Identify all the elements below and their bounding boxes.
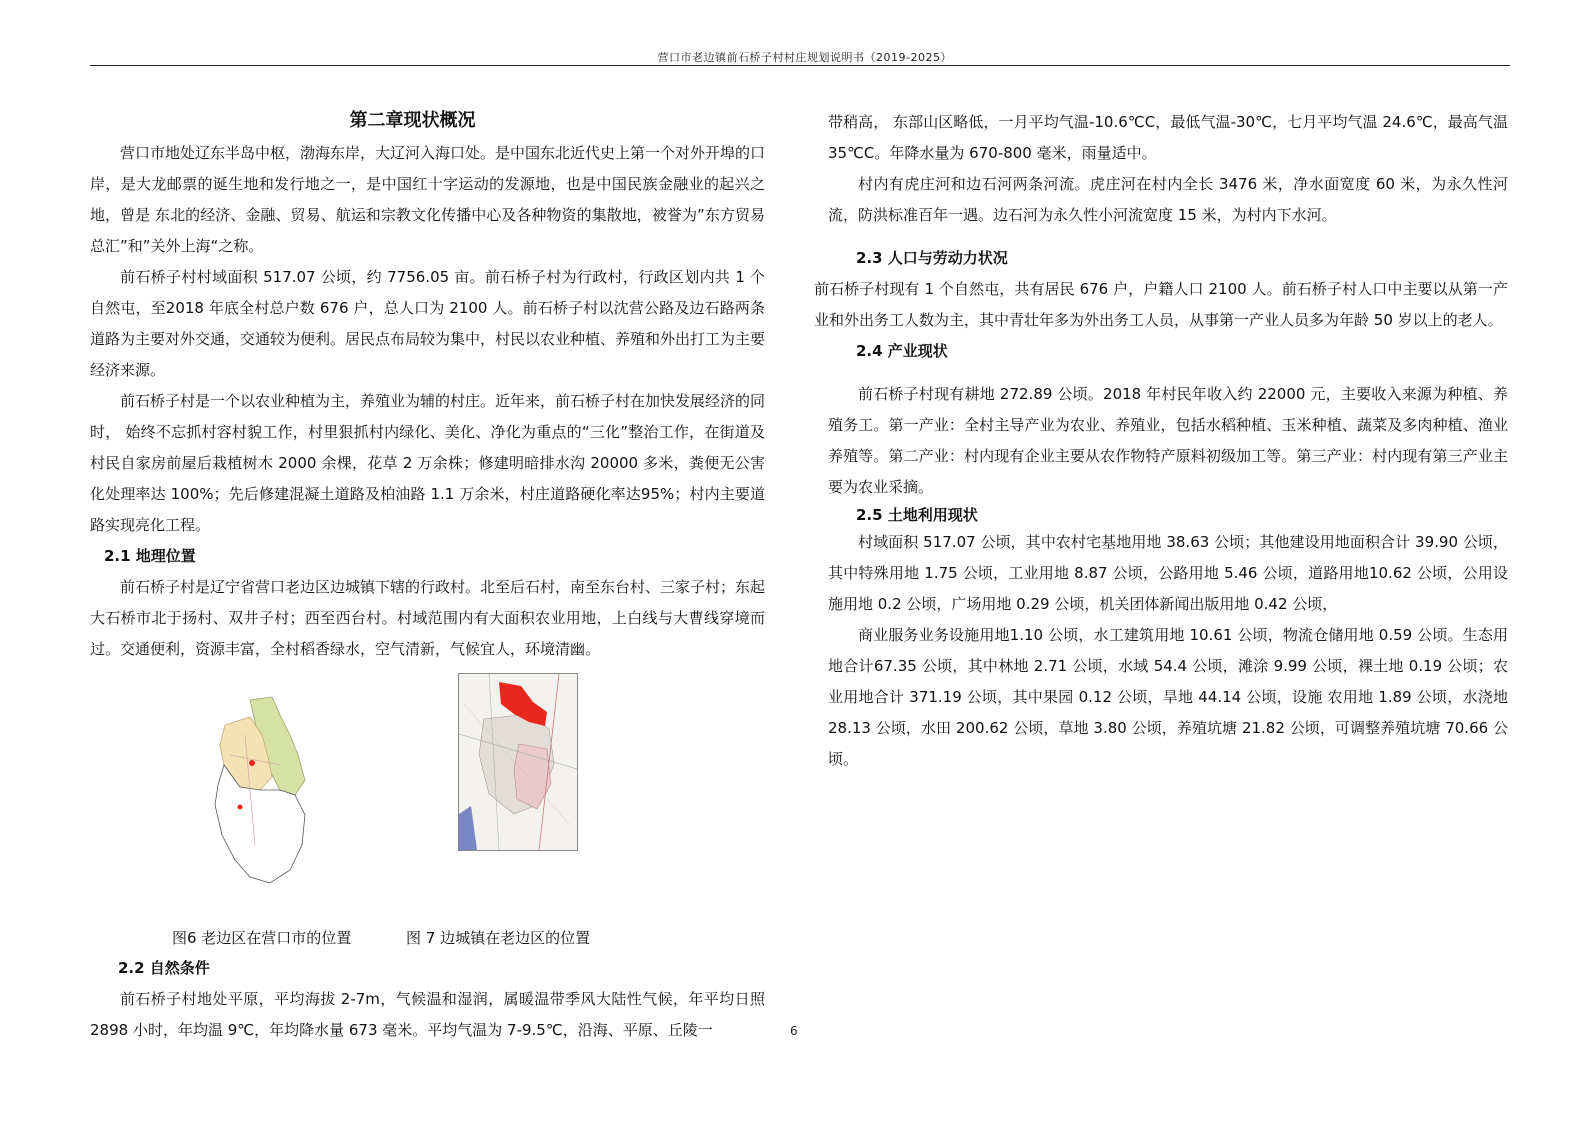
header-title: 营口市老边镇前石桥子村村庄规划说明书（2019-2025） xyxy=(657,51,952,64)
section-2-1-paragraph: 前石桥子村是辽宁省营口老边区边城镇下辖的行政村。北至后石村，南至东台村、三家子村；东起大石桥市北于扬村、双井子村；西至西台村。村域范围内有大面积农业用地，上白线与大曹线穿境而过。交通便利，资源丰富，全村稻香绿水，空气清新，气候宜人，环境清幽。 xyxy=(90,578,766,658)
section-2-2-paragraph: 前石桥子村地处平原，平均海拔 2-7m，气候温和湿润，属暖温带季风大陆性气候，年平均日照2898 小时，年均温 9℃，年均降水量 673 毫米。平均气温为 7-9.5℃，沿海、平原、丘陵一 xyxy=(90,990,765,1039)
intro-paragraph-1: 营口市地处辽东半岛中枢，渤海东岸，大辽河入海口处。是中国东北近代史上第一个对外开埠的口岸，是大龙邮票的诞生地和发行地之一，是中国红十字运动的发源地，也是中国民族金融业的起兴之地，曾是 东北的经济、金融、贸易、航运和宗教文化传播中心及各种物资的集散地，被誉为”东方贸易总汇”和”关外上海“之称。 xyxy=(90,144,766,255)
section-2-5-paragraph-2: 商业服务业务设施用地1.10 公顷，水工建筑用地 10.61 公顷，物流仓储用地 0.59 公顷。生态用地合计67.35 公顷，其中林地 2.71 公顷，水域 54.4 公顷，滩涂 9.99 公顷，裸土地 0.19 公顷；农业用地合计 371.19 公顷，其中果园 0.12 公顷，旱地 44.14 公顷，设施 农用地 1.89 公顷，水浇地 28.13 公顷，水田 200.62 公顷，草地 3.80 公顷，养殖坑塘 21.82 公顷，可调整养殖坑塘 70.66 公顷。 xyxy=(828,626,1508,768)
figure-captions xyxy=(90,923,765,953)
spacer xyxy=(828,367,1508,379)
laobian-district-map xyxy=(210,695,320,885)
section-2-1-heading: 2.1 地理位置 xyxy=(104,547,196,565)
right-column xyxy=(814,107,1508,775)
section-2-3-paragraph: 前石桥子村现有 1 个自然屯，共有居民 676 户，户籍人口 2100 人。前石桥子村人口中主要以从第一产业和外出务工人数为主，其中青壮年多为外出务工人员，从事第一产业人员多为年龄 50 岁以上的老人。 xyxy=(814,280,1508,329)
section-2-5-heading: 2.5 土地利用现状 xyxy=(856,506,978,524)
biancheng-town-map xyxy=(458,673,578,851)
section-2-3-heading: 2.3 人口与劳动力状况 xyxy=(856,249,1008,267)
figures-row xyxy=(90,673,765,923)
intro-paragraph-3: 前石桥子村是一个以农业种植为主，养殖业为辅的村庄。近年来，前石桥子村在加快发展经济的同时， 始终不忘抓村容村貌工作，村里狠抓村内绿化、美化、净化为重点的“三化”整治工作，在街道及村民自家房前屋后栽植树木 2000 余棵，花草 2 万余株；修建明暗排水沟 20000 多米，粪便无公害化处理率达 100%；先后修建混凝土道路及柏油路 1.1 万余米，村庄道路硬化率达95%；村内主要道路实现亮化工程。 xyxy=(90,392,766,534)
section-2-5-paragraph-1: 村域面积 517.07 公顷，其中农村宅基地用地 38.63 公顷；其他建设用地面积合计 39.90 公顷，其中特殊用地 1.75 公顷，工业用地 8.87 公顷，公路用地 5.46 公顷，道路用地10.62 公顷，公用设施用地 0.2 公顷，广场用地 0.29 公顷，机关团体新闻出版用地 0.42 公顷， xyxy=(828,533,1508,613)
header-rule xyxy=(90,65,1510,66)
page-number: 6 xyxy=(790,1024,798,1038)
section-2-2-heading: 2.2 自然条件 xyxy=(118,959,210,977)
chapter-title: 第二章现状概况 xyxy=(349,110,476,131)
figure-6-caption: 图6 老边区在营口市的位置 xyxy=(172,929,352,947)
intro-paragraph-2: 前石桥子村村域面积 517.07 公顷，约 7756.05 亩。前石桥子村为行政村，行政区划内共 1 个自然屯，至2018 年底全村总户数 676 户，总人口为 2100 人。前石桥子村以沈营公路及边石路两条道路为主要对外交通，交通较为便利。居民点布局较为集中，村民以农业种植、养殖和外出打工为主要经济来源。 xyxy=(90,268,766,379)
figure-7-caption: 图 7 边城镇在老边区的位置 xyxy=(406,929,591,947)
section-2-4-heading: 2.4 产业现状 xyxy=(856,342,948,360)
page-header xyxy=(90,47,1510,67)
left-column xyxy=(90,100,765,1046)
section-2-2-rivers-paragraph: 村内有虎庄河和边石河两条河流。虎庄河在村内全长 3476 米，净水面宽度 60 米，为永久性河流，防洪标准百年一遇。边石河为永久性小河流宽度 15 米，为村内下水河。 xyxy=(828,175,1508,224)
spacer xyxy=(828,231,1508,243)
section-2-2-continuation: 带稍高， 东部山区略低，一月平均气温-10.6℃C，最低气温-30℃，七月平均气温 24.6℃，最高气温 35℃C。年降水量为 670-800 毫米，雨量适中。 xyxy=(828,113,1508,162)
section-2-4-paragraph: 前石桥子村现有耕地 272.89 公顷。2018 年村民年收入约 22000 元，主要收入来源为种植、养殖务工。第一产业：全村主导产业为农业、养殖业，包括水稻种植、玉米种植、蔬菜及多肉种植、渔业养殖等。第二产业：村内现有企业主要从农作物特产原料初级加工等。第三产业：村内现有第三产业主要为农业采摘。 xyxy=(828,385,1508,496)
